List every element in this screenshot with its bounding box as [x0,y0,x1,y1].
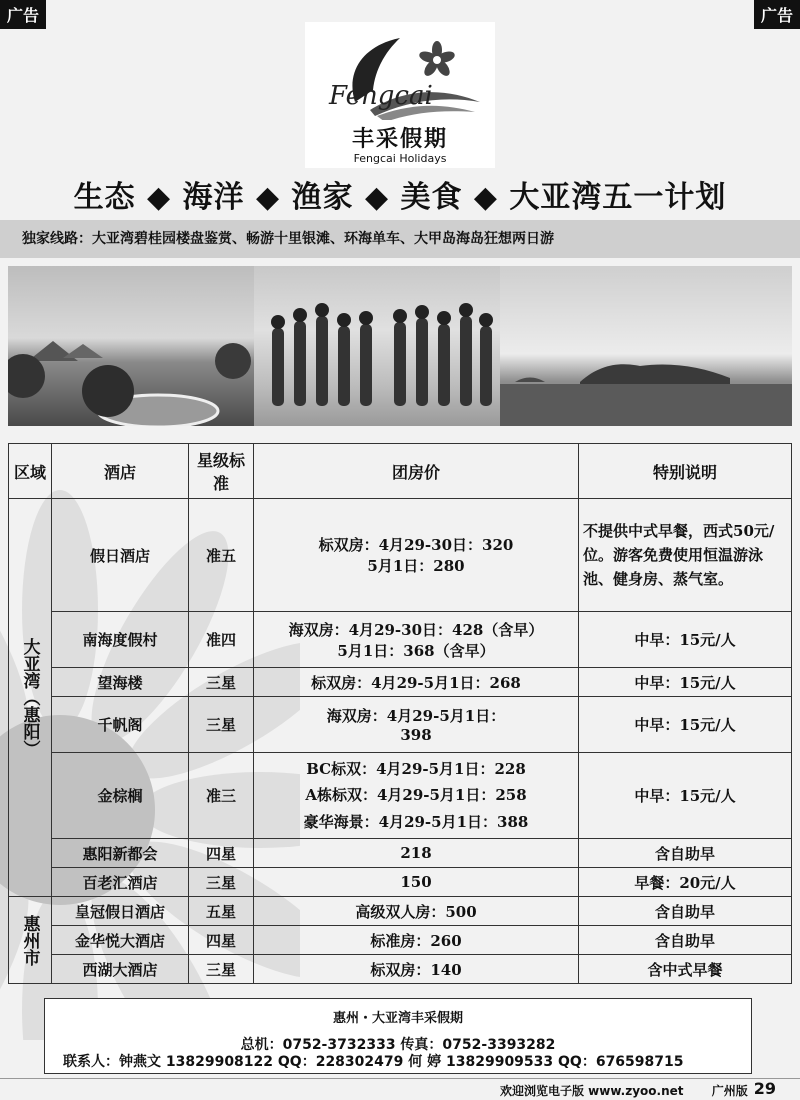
phone-fax-line: 总机：0752-3732333 传真：0752-3393282 [240,1037,556,1053]
star-rating: 三星 [189,868,254,897]
price-cell [254,897,579,926]
price-line: BC标双：4月29-5月1日：228 [306,760,526,779]
brand-logo [305,22,495,168]
note-cell: 中早：15元/人 [579,668,792,697]
logo-script-text: Fengcai [329,81,433,111]
region-cell: 惠州市 [9,897,52,984]
star-rating: 五星 [189,897,254,926]
header-region: 区域 [9,444,52,499]
star-rating: 三星 [189,668,254,697]
hotel-name: 惠阳新都会 [52,839,189,868]
price-line: 5月1日：280 [367,557,465,575]
logo-cn-name: 丰采假期 [351,127,448,152]
footer-divider [0,1078,800,1079]
star-rating: 准四 [189,612,254,668]
hotel-name: 金华悦大酒店 [52,926,189,955]
star-rating: 准三 [189,753,254,839]
table-row [9,955,792,984]
table-row [9,897,792,926]
edition-label: 广州版 [711,1084,748,1098]
price-line: 标双房：4月29-30日：320 [318,536,514,554]
price-cell [254,499,579,612]
header-price: 团房价 [254,444,579,499]
header-star: 星级标准 [189,444,254,499]
hotel-name: 皇冠假日酒店 [52,897,189,926]
hotel-name: 百老汇酒店 [52,868,189,897]
header-hotel: 酒店 [52,444,189,499]
note-cell: 含自助早 [579,926,792,955]
price-line: 标准房：260 [370,931,462,950]
page-number: 29 [753,1079,776,1098]
fengcai-logo-icon [315,30,485,120]
site-url-text[interactable]: 欢迎浏览电子版 www.zyoo.net [500,1084,684,1098]
logo-en-name: Fengcai Holidays [353,152,447,165]
table-row [9,697,792,753]
table-row [9,868,792,897]
company-name: 惠州・大亚湾丰采假期 [332,1011,463,1026]
note-cell: 中早：15元/人 [579,753,792,839]
star-rating: 三星 [189,955,254,984]
note-cell: 早餐：20元/人 [579,868,792,897]
table-row [9,926,792,955]
site-info [500,1082,748,1099]
table-row [9,839,792,868]
table-row [9,753,792,839]
headline: 生态 ◆ 海洋 ◆ 渔家 ◆ 美食 ◆ 大亚湾五一计划 [73,180,727,215]
price-line: 标双房：4月29-5月1日：268 [311,673,521,692]
price-line: 标双房：140 [370,960,462,979]
star-rating: 三星 [189,697,254,753]
table-row [9,499,792,612]
group-beach-photo [254,266,500,426]
price-line: 150 [400,873,432,891]
note-cell: 中早：15元/人 [579,612,792,668]
table-row [9,668,792,697]
hotel-name: 南海度假村 [52,612,189,668]
contact-box [44,998,752,1074]
header-notes: 特别说明 [579,444,792,499]
price-line: A栋标双：4月29-5月1日：258 [305,786,527,805]
region-cell: 大亚湾（惠阳） [9,499,52,897]
resort-pool-photo [8,266,254,426]
price-cell [254,926,579,955]
photo-strip [8,266,792,426]
note-cell: 含自助早 [579,839,792,868]
table-row [9,612,792,668]
star-rating: 四星 [189,839,254,868]
price-cell [254,697,579,753]
contacts-line: 联系人：钟燕文 13829908122 QQ：228302479 何 婷 13829909533 QQ：676598715 [63,1054,684,1070]
star-rating: 四星 [189,926,254,955]
route-description: 独家线路：大亚湾碧桂园楼盘鉴赏、畅游十里银滩、环海单车、大甲岛海岛狂想两日游 [0,220,800,258]
price-cell [254,868,579,897]
island-sea-photo [500,266,792,426]
hotel-name: 西湖大酒店 [52,955,189,984]
note-cell: 中早：15元/人 [579,697,792,753]
ad-label-right: 广告 [754,0,800,29]
page-footer [0,1078,800,1100]
group-beach-illustration [254,266,500,426]
price-cell [254,955,579,984]
price-line: 218 [400,844,432,862]
price-line: 5月1日：368（含早） [337,641,495,660]
price-line: 海双房：4月29-30日：428（含早） [288,620,544,639]
island-sea-illustration [500,266,792,426]
price-cell [254,612,579,668]
price-line: 海双房：4月29-5月1日： [326,707,506,725]
resort-pool-illustration [8,266,254,426]
note-cell: 不提供中式早餐，西式50元/位。游客免费使用恒温游泳池、健身房、蒸气室。 [579,499,792,612]
price-line: 高级双人房：500 [355,902,477,921]
price-line: 398 [400,726,432,744]
table-header-row [9,444,792,499]
hotel-name: 望海楼 [52,668,189,697]
hotel-price-table [8,443,792,984]
ad-label-left: 广告 [0,0,46,29]
price-cell [254,753,579,839]
price-cell [254,668,579,697]
star-rating: 准五 [189,499,254,612]
hotel-name: 千帆阁 [52,697,189,753]
price-cell [254,839,579,868]
note-cell: 含自助早 [579,897,792,926]
hotel-name: 金棕榈 [52,753,189,839]
price-line: 豪华海景：4月29-5月1日：388 [303,812,529,831]
hotel-name: 假日酒店 [52,499,189,612]
note-cell: 含中式早餐 [579,955,792,984]
